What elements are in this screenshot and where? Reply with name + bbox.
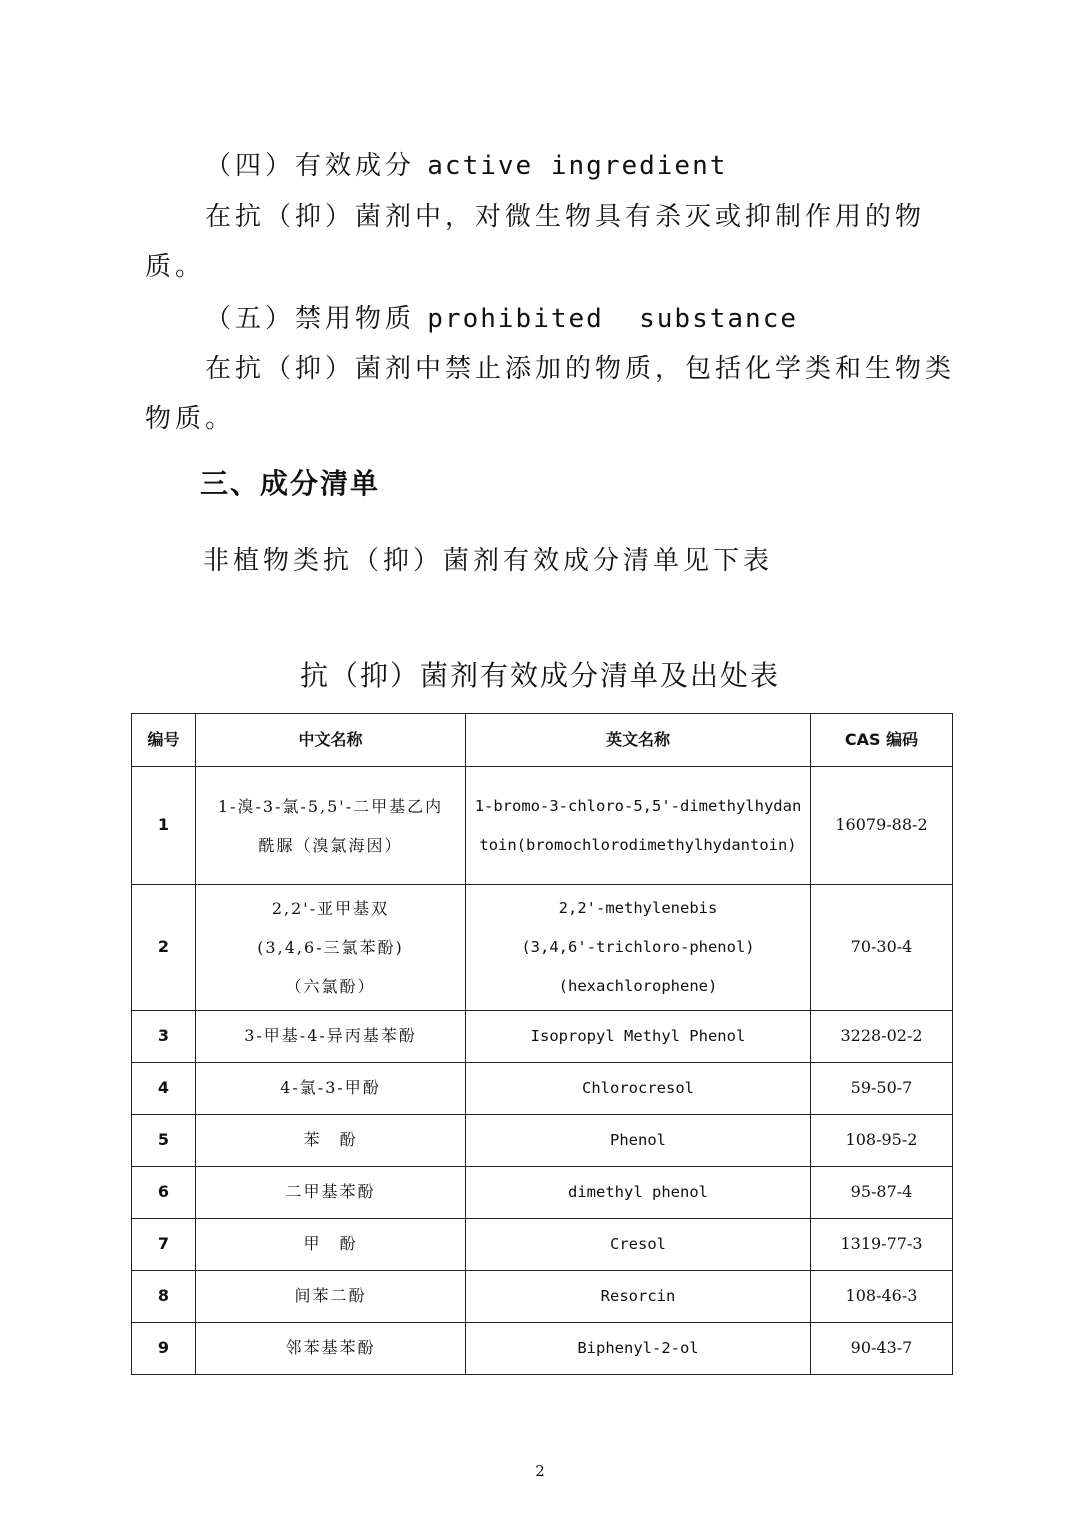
table-row (132, 1063, 953, 1115)
row-english-name: Cresol (466, 1219, 811, 1271)
cn-line: 2,2'-亚甲基双 (271, 899, 390, 918)
section-intro: 非植物类抗（抑）菌剂有效成分清单见下表 (203, 546, 774, 576)
table-row (132, 885, 953, 1011)
row-chinese-name: 邻苯基苯酚 (196, 1323, 466, 1375)
row-number: 1 (132, 767, 196, 885)
row-cas-number: 3228-02-2 (811, 1011, 953, 1063)
table-row (132, 1323, 953, 1375)
table-row (132, 1167, 953, 1219)
row-cas-number: 70-30-4 (811, 885, 953, 1011)
row-number: 4 (132, 1063, 196, 1115)
definition-title-cn: （五）禁用物质 (205, 304, 416, 334)
row-english-name (466, 885, 811, 1011)
definition-title-cn: （四）有效成分 (205, 151, 416, 181)
definition-title-prohibited-substance (205, 298, 798, 335)
cn-line: （六氯酚） (285, 977, 376, 996)
row-chinese-name: 4-氯-3-甲酚 (196, 1063, 466, 1115)
row-chinese-name: 苯 酚 (196, 1115, 466, 1167)
table-title: 抗（抑）菌剂有效成分清单及出处表 (299, 659, 780, 692)
row-cas-number: 108-95-2 (811, 1115, 953, 1167)
row-english-name: 1-bromo-3-chloro-5,5'-dimethylhydantoin(bromochlorodimethylhydantoin) (466, 767, 811, 885)
row-chinese-name (196, 885, 466, 1011)
row-english-name: Phenol (466, 1115, 811, 1167)
definition-body-line: 在抗（抑）菌剂中禁止添加的物质，包括化学类和生物类 (205, 354, 956, 384)
row-cas-number: 16079-88-2 (811, 767, 953, 885)
ingredients-table (131, 713, 953, 1375)
row-chinese-name: 间苯二酚 (196, 1271, 466, 1323)
table-header-row (132, 714, 953, 767)
header-number: 编号 (132, 714, 196, 767)
table-row (132, 1011, 953, 1063)
cn-line: (3,4,6-三氯苯酚) (257, 938, 404, 957)
table-row (132, 1271, 953, 1323)
row-number: 8 (132, 1271, 196, 1323)
section-heading: 三、成分清单 (200, 467, 381, 500)
row-cas-number: 1319-77-3 (811, 1219, 953, 1271)
cn-line: 酰脲（溴氯海因） (258, 835, 403, 855)
table-row (132, 1219, 953, 1271)
row-number: 7 (132, 1219, 196, 1271)
header-english-name: 英文名称 (466, 714, 811, 767)
row-chinese-name: 3-甲基-4-异丙基苯酚 (196, 1011, 466, 1063)
table-row (132, 767, 953, 885)
row-chinese-name: 二甲基苯酚 (196, 1167, 466, 1219)
row-chinese-name (196, 767, 466, 885)
row-number: 9 (132, 1323, 196, 1375)
row-chinese-name: 甲 酚 (196, 1219, 466, 1271)
definition-title-en: prohibited substance (427, 304, 799, 334)
row-cas-number: 90-43-7 (811, 1323, 953, 1375)
row-number: 5 (132, 1115, 196, 1167)
row-number: 6 (132, 1167, 196, 1219)
table-row (132, 1115, 953, 1167)
definition-body-line: 在抗（抑）菌剂中，对微生物具有杀灭或抑制作用的物 (205, 202, 926, 232)
en-line: (3,4,6'-trichloro-phenol) (521, 938, 755, 956)
cn-line: 1-溴-3-氯-5,5'-二甲基乙内 (217, 796, 444, 816)
definition-body-line: 物质。 (145, 404, 236, 434)
row-cas-number: 108-46-3 (811, 1271, 953, 1323)
row-english-name: dimethyl phenol (466, 1167, 811, 1219)
row-number: 3 (132, 1011, 196, 1063)
row-english-name: Biphenyl-2-ol (466, 1323, 811, 1375)
row-cas-number: 95-87-4 (811, 1167, 953, 1219)
definition-title-active-ingredient (205, 145, 727, 182)
en-line: 2,2'-methylenebis (558, 899, 718, 917)
header-chinese-name: 中文名称 (196, 714, 466, 767)
row-english-name: Isopropyl Methyl Phenol (466, 1011, 811, 1063)
header-cas-number: CAS 编码 (811, 714, 953, 767)
definition-title-en: active ingredient (427, 151, 728, 181)
row-english-name: Resorcin (466, 1271, 811, 1323)
row-english-name: Chlorocresol (466, 1063, 811, 1115)
page-number: 2 (535, 1462, 545, 1480)
row-number: 2 (132, 885, 196, 1011)
definition-body-line: 质。 (145, 252, 206, 282)
row-cas-number: 59-50-7 (811, 1063, 953, 1115)
en-line: (hexachlorophene) (558, 977, 718, 995)
